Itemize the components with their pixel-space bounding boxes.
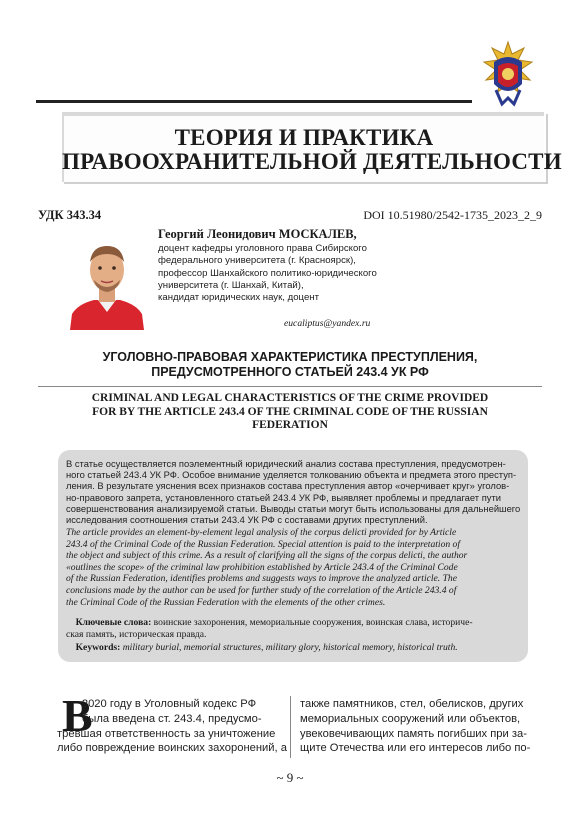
article-title-en bbox=[38, 392, 542, 433]
title-ru-line: ПРЕДУСМОТРЕННОГО СТАТЬЕЙ 243.4 УК РФ bbox=[151, 364, 429, 379]
title-en-line: CRIMINAL AND LEGAL CHARACTERISTICS OF THE CRIME PROVIDED bbox=[91, 392, 489, 404]
body-column-left bbox=[57, 690, 287, 756]
body-line: 2020 году в Уголовный кодекс РФ bbox=[57, 698, 257, 710]
article-title-ru bbox=[38, 350, 542, 379]
keywords-en bbox=[66, 642, 526, 654]
body-line: тревшая ответственность за уничтожение bbox=[57, 727, 276, 740]
abstract-en-line: conclusions made by the author can be used for further study of the correlation of the Article 243.4 of bbox=[66, 584, 457, 596]
title-en-line: FEDERATION bbox=[252, 419, 328, 431]
journal-title-line: ПРАВООХРАНИТЕЛЬНОЙ ДЕЯТЕЛЬНОСТИ bbox=[62, 149, 562, 174]
author-line: федерального университета (г. Красноярск), bbox=[158, 255, 356, 267]
author-line: университета (г. Шанхай, Китай), bbox=[158, 279, 304, 291]
title-en-line: FOR BY THE ARTICLE 243.4 OF THE CRIMINAL CODE OF THE RUSSIAN bbox=[92, 405, 488, 418]
body-line: была введена ст. 243.4, предусмо- bbox=[57, 712, 262, 725]
keywords-en-text: military burial, memorial structures, military glory, historical memory, historical truth. bbox=[120, 642, 458, 653]
abstract-en bbox=[66, 527, 526, 608]
body-line: увековечивающих память погибших при за- bbox=[300, 727, 527, 740]
abstract-ru-line: исследования соотношения статьи 243.4 УК РФ с составами других преступлений. bbox=[66, 514, 428, 526]
keywords-en-label: Keywords: bbox=[75, 642, 121, 653]
abstract-en-line: the Criminal Code of the Russian Federation with the elements of the other crimes. bbox=[66, 596, 386, 608]
abstract-ru-line: совершенствования анализируемой статьи. Выводы статьи могут быть использованы для дальнейшего bbox=[66, 502, 521, 514]
body-line: либо повреждение воинских захоронений, а bbox=[57, 742, 287, 755]
author-name: Георгий Леонидович МОСКАЛЕВ, bbox=[158, 227, 357, 241]
body-line: щите Отечества или его интересов либо по- bbox=[300, 742, 531, 755]
abstract-ru-line: В статье осуществляется поэлементный юридический анализ состава преступления, предусмотрен- bbox=[66, 458, 506, 469]
keywords-ru-label: Ключевые слова: bbox=[75, 617, 152, 628]
keywords-ru bbox=[66, 617, 526, 640]
abstract-en-line: «outlines the scope» of the criminal law prohibition established by Article 243.4 of the Criminal Code bbox=[66, 561, 458, 573]
abstract-ru-line: ления. В результате уяснения всех признаков состава преступления автор «очерчивает круг» уголов- bbox=[66, 480, 510, 492]
page-number: ~ 9 ~ bbox=[276, 770, 304, 785]
abstract-en-line: 243.4 of the Criminal Code of the Russian Federation. Special attention is paid to the interpretation of bbox=[66, 538, 461, 550]
abstract-ru-line: ного статьей 243.4 УК РФ. Особое внимание уделяется толкованию объекта и предмета этого преступ- bbox=[66, 469, 517, 481]
journal-title-line: ТЕОРИЯ И ПРАКТИКА bbox=[174, 125, 434, 150]
author-email: eucaliptus@yandex.ru bbox=[284, 318, 371, 329]
abstract-en-line: of the Russian Federation, identifies problems and suggests ways to improve the analyzed article. The bbox=[66, 573, 457, 585]
drop-cap: В bbox=[62, 690, 93, 741]
journal-title bbox=[62, 125, 562, 174]
keywords-ru-text: воинские захоронения, мемориальные сооружения, воинская слава, историче- bbox=[151, 617, 473, 628]
keywords-ru-text-cont: ская память, историческая правда. bbox=[66, 628, 207, 640]
author-line: кандидат юридических наук, доцент bbox=[158, 292, 319, 304]
title-ru-line: УГОЛОВНО-ПРАВОВАЯ ХАРАКТЕРИСТИКА ПРЕСТУПЛЕНИЯ, bbox=[102, 350, 478, 364]
body-line: мемориальных сооружений или объектов, bbox=[300, 712, 521, 725]
doi: DOI 10.51980/2542-1735_2023_2_9 bbox=[363, 208, 542, 222]
author-line: доцент кафедры уголовного права Сибирского bbox=[158, 243, 367, 254]
police-emblem-icon bbox=[472, 40, 544, 112]
body-line: также памятников, стел, обелисков, других bbox=[300, 698, 524, 710]
body-column-right bbox=[300, 697, 531, 756]
abstract-ru-line: но-правового запрета, установленного статьей 243.4 УК РФ, выявляет проблемы и предлагает пути bbox=[66, 491, 501, 503]
abstract-ru bbox=[66, 458, 526, 525]
abstract-en-line: the object and subject of this crime. As a result of clarifying all the signs of the corpus delicti, the author bbox=[66, 550, 468, 562]
column-divider bbox=[290, 696, 291, 758]
header-rule bbox=[36, 100, 472, 103]
title-divider bbox=[38, 386, 542, 387]
abstract-en-line: The article provides an element-by-element legal analysis of the corpus delicti provided for by Article bbox=[66, 527, 457, 538]
author-affiliation bbox=[158, 243, 388, 304]
udk-code: УДК 343.34 bbox=[38, 208, 102, 222]
author-line: профессор Шанхайского политико-юридического bbox=[158, 267, 377, 279]
author-photo bbox=[68, 234, 146, 330]
